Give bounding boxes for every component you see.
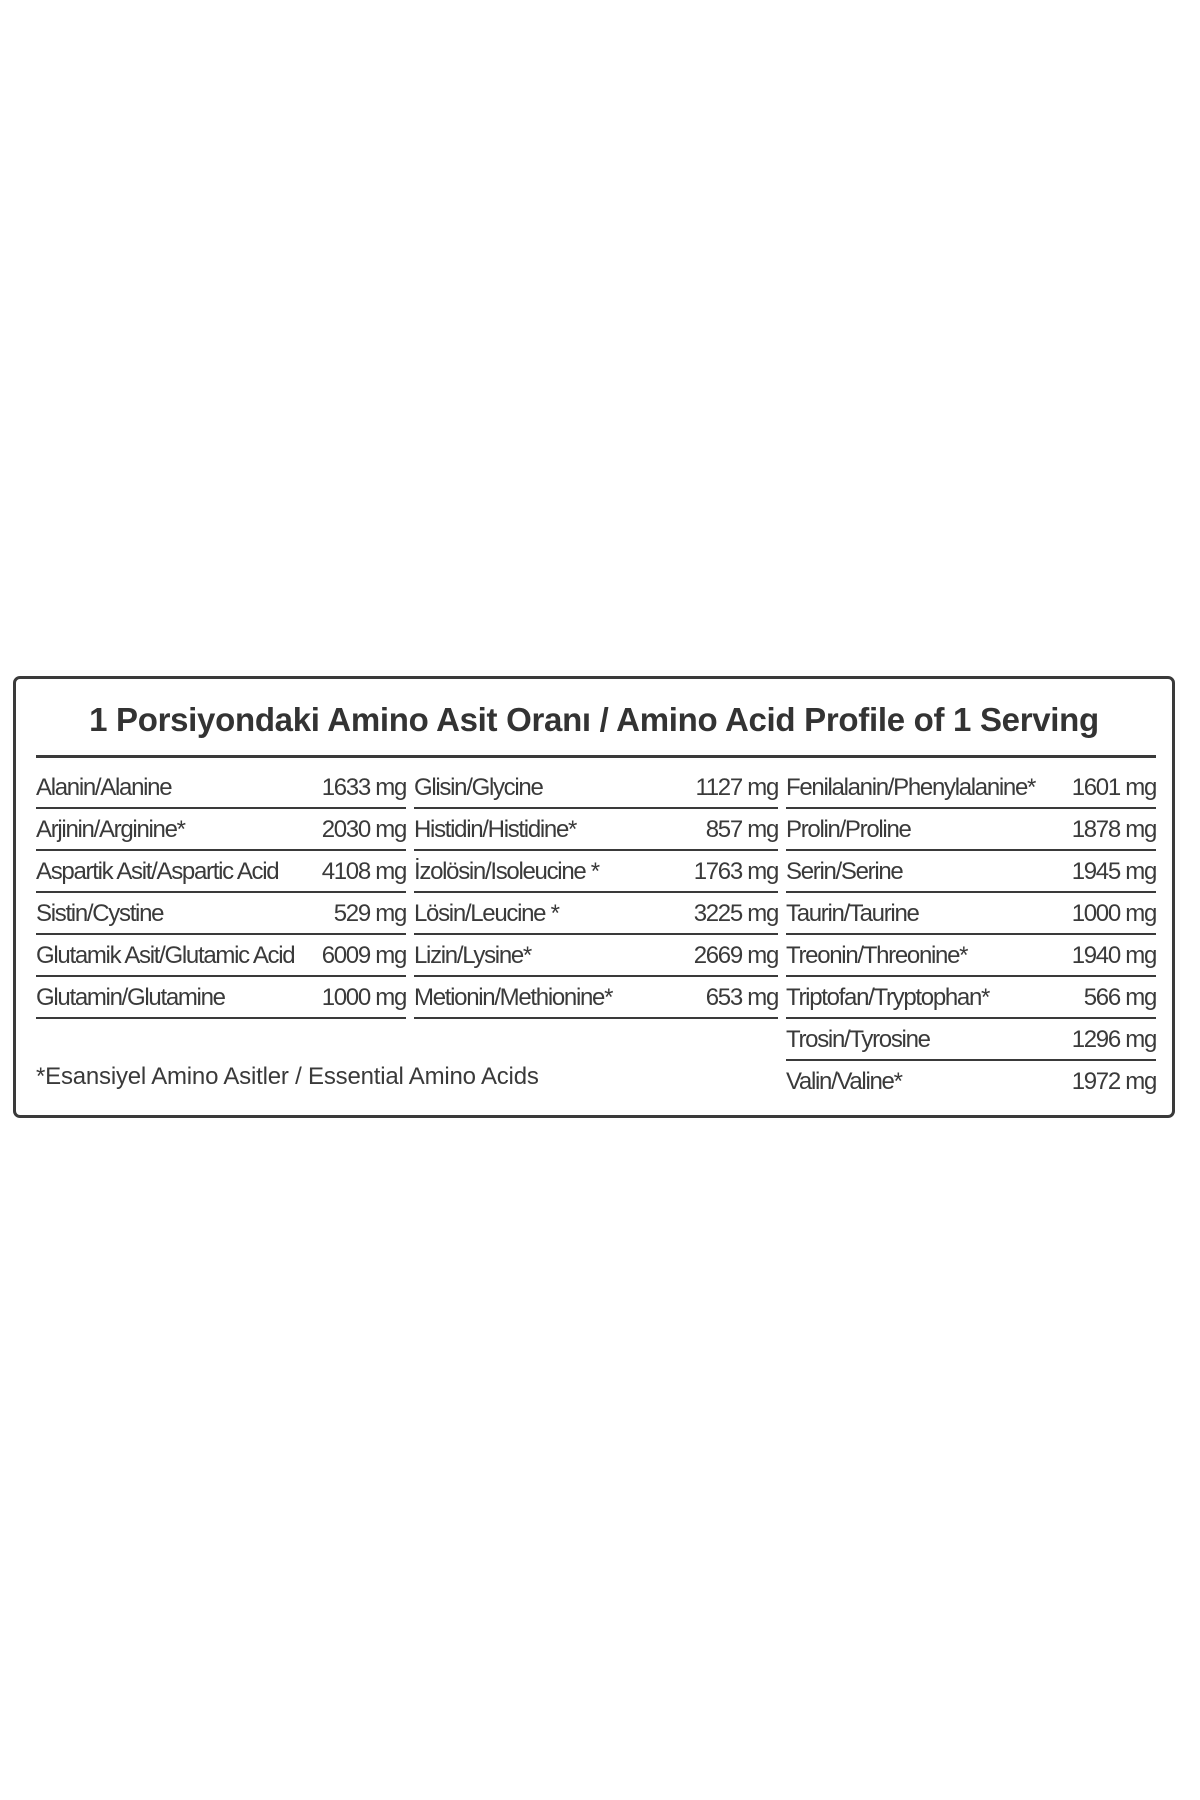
amino-name: Aspartik Asit/Aspartic Acid (36, 858, 279, 885)
amino-name: Fenilalanin/Phenylalanine* (786, 774, 1036, 801)
amino-name: Serin/Serine (786, 858, 903, 885)
amino-name: Glisin/Glycine (414, 774, 543, 801)
amino-row (414, 893, 778, 935)
amino-name: Triptofan/Tryptophan* (786, 984, 990, 1011)
amino-name: Sistin/Cystine (36, 900, 164, 927)
amino-amount: 1000 mg (1071, 900, 1156, 927)
amino-amount: 1972 mg (1071, 1068, 1156, 1095)
amino-amount: 1296 mg (1071, 1026, 1156, 1053)
amino-row (36, 935, 406, 977)
amino-amount: 1763 mg (693, 858, 778, 885)
amino-column-3 (786, 767, 1156, 1103)
amino-name: Glutamik Asit/Glutamic Acid (36, 942, 295, 969)
amino-amount: 2669 mg (693, 942, 778, 969)
amino-row (414, 977, 778, 1019)
amino-amount: 1127 mg (695, 774, 778, 801)
amino-amount: 2030 mg (321, 816, 406, 843)
amino-column-2 (414, 767, 778, 1019)
amino-name: Alanin/Alanine (36, 774, 172, 801)
amino-name: Valin/Valine* (786, 1068, 902, 1095)
amino-amount: 1945 mg (1071, 858, 1156, 885)
amino-row (36, 767, 406, 809)
amino-amount: 1000 mg (321, 984, 406, 1011)
amino-amount: 566 mg (1083, 984, 1156, 1011)
amino-amount: 857 mg (705, 816, 778, 843)
amino-row (414, 851, 778, 893)
amino-name: Lizin/Lysine* (414, 942, 531, 969)
amino-row (36, 893, 406, 935)
amino-name: Lösin/Leucine * (414, 900, 559, 927)
amino-column-1 (36, 767, 406, 1019)
amino-name: İzolösin/Isoleucine * (414, 858, 599, 885)
amino-row (786, 935, 1156, 977)
amino-row (36, 851, 406, 893)
amino-name: Taurin/Taurine (786, 900, 919, 927)
amino-amount: 1878 mg (1071, 816, 1156, 843)
amino-acid-profile-panel (13, 676, 1175, 1118)
amino-name: Metionin/Methionine* (414, 984, 613, 1011)
amino-row (786, 767, 1156, 809)
amino-amount: 529 mg (333, 900, 406, 927)
amino-name: Arjinin/Arginine* (36, 816, 185, 843)
title-divider (36, 755, 1156, 758)
amino-row (786, 809, 1156, 851)
amino-row (786, 893, 1156, 935)
amino-name: Glutamin/Glutamine (36, 984, 225, 1011)
amino-amount: 1633 mg (321, 774, 406, 801)
amino-amount: 653 mg (705, 984, 778, 1011)
amino-row (786, 851, 1156, 893)
amino-amount: 1601 mg (1071, 774, 1156, 801)
amino-row (414, 767, 778, 809)
amino-amount: 1940 mg (1071, 942, 1156, 969)
amino-name: Prolin/Proline (786, 816, 911, 843)
amino-row (414, 809, 778, 851)
amino-amount: 3225 mg (693, 900, 778, 927)
essential-footnote: *Esansiyel Amino Asitler / Essential Amino Acids (36, 1063, 539, 1090)
amino-row (786, 1019, 1156, 1061)
amino-amount: 6009 mg (321, 942, 406, 969)
amino-row (36, 809, 406, 851)
amino-amount: 4108 mg (321, 858, 406, 885)
amino-name: Treonin/Threonine* (786, 942, 968, 969)
amino-name: Trosin/Tyrosine (786, 1026, 930, 1053)
amino-name: Histidin/Histidine* (414, 816, 577, 843)
amino-row (786, 1061, 1156, 1103)
amino-row (36, 977, 406, 1019)
amino-row (414, 935, 778, 977)
panel-title: 1 Porsiyondaki Amino Asit Oranı / Amino Acid Profile of 1 Serving (89, 701, 1099, 738)
amino-row (786, 977, 1156, 1019)
